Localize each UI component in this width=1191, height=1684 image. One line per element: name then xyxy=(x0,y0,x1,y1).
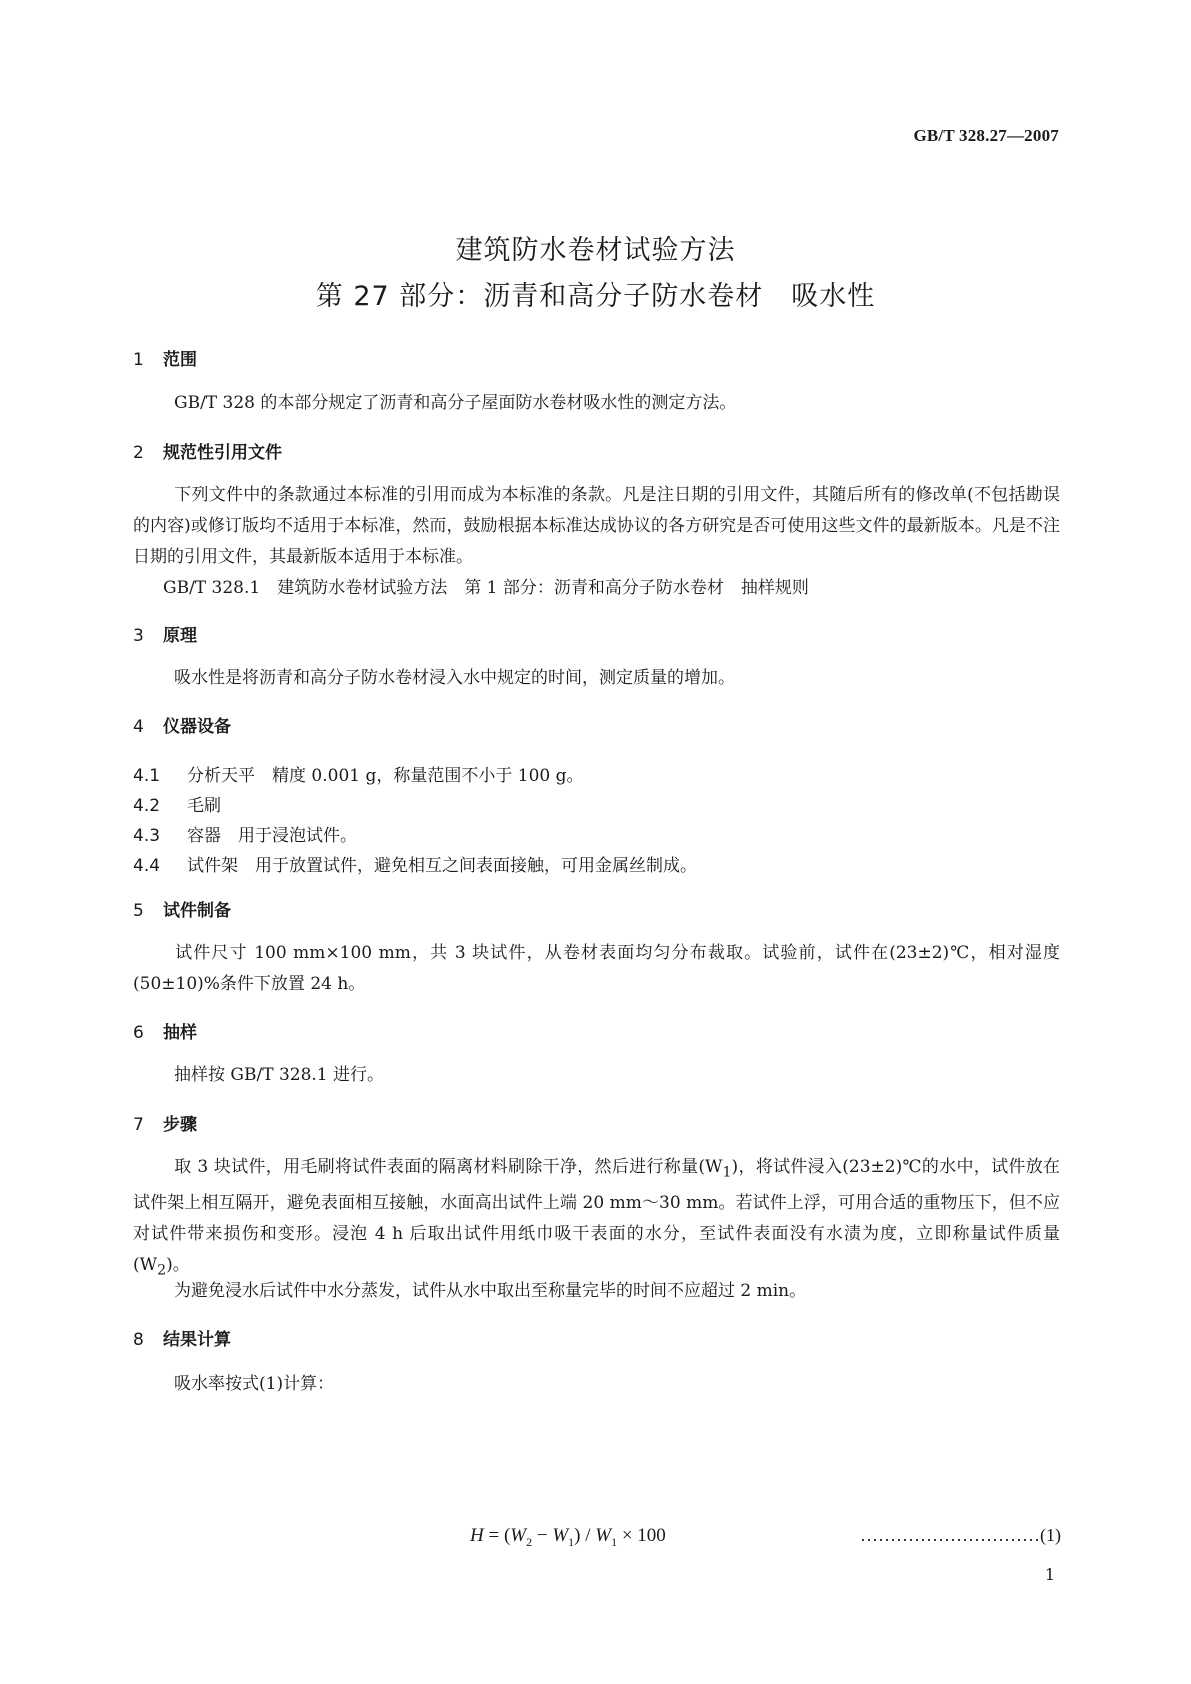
section-number: 1 xyxy=(133,350,144,370)
list-item: 4.4 试件架 用于放置试件，避免相互之间表面接触，可用金属丝制成。 xyxy=(133,856,697,876)
page-number: 1 xyxy=(1044,1565,1055,1584)
section-7-heading xyxy=(133,1110,197,1135)
formula: $H = (W_2 - W_1) / W_1 \times 100$ xyxy=(470,1525,666,1549)
section-8-heading xyxy=(133,1325,231,1350)
section-3-heading xyxy=(133,621,197,646)
section-1-paragraph: GB/T 328 的本部分规定了沥青和高分子屋面防水卷材吸水性的测定方法。 xyxy=(174,393,737,413)
section-6-paragraph: 抽样按 GB/T 328.1 进行。 xyxy=(174,1065,385,1085)
section-title: 步骤 xyxy=(163,1115,197,1135)
section-number: 3 xyxy=(133,626,144,646)
section-title: 范围 xyxy=(163,350,197,370)
section-2-paragraph: 下列文件中的条款通过本标准的引用而成为本标准的条款。凡是注日期的引用文件，其随后所有的修改单(不包括勘误的内容)或修订版均不适用于本标准，然而，鼓励根据本标准达成协议的各方研究是否可使用这些文件的最新版本。凡是不注日期的引用文件，其最新版本适用于本标准。 xyxy=(133,485,1060,567)
standard-number: GB/T 328.27—2007 xyxy=(913,126,1059,145)
section-number: 7 xyxy=(133,1115,144,1135)
section-8-paragraph: 吸水率按式(1)计算： xyxy=(174,1374,335,1394)
section-5-heading xyxy=(133,896,231,921)
section-title: 结果计算 xyxy=(163,1330,231,1350)
section-7-paragraph: 取 3 块试件，用毛刷将试件表面的隔离材料刷除干净，然后进行称量$(W_1)$，将试件浸入(23±2)℃的水中，试件放在试件架上相互隔开，避免表面相互接触，水面高出试件上端 20 mm～30 mm。若试件上浮，可用合适的重物压下，但不应对试件带来损伤和变形。浸泡 4 h 后取出试件用纸巾吸干表面的水分，至试件表面没有水渍为度，立即称量试件质量$(W_2)$。 xyxy=(133,1157,1061,1279)
section-3-paragraph: 吸水性是将沥青和高分子防水卷材浸入水中规定的时间，测定质量的增加。 xyxy=(174,668,735,688)
normative-reference: GB/T 328.1 建筑防水卷材试验方法 第 1 部分：沥青和高分子防水卷材 抽样规则 xyxy=(163,578,809,598)
section-6-heading xyxy=(133,1018,197,1043)
section-4-heading xyxy=(133,712,231,737)
document-subtitle: 第 27 部分：沥青和高分子防水卷材 吸水性 xyxy=(315,281,876,312)
section-title: 仪器设备 xyxy=(163,717,231,737)
section-7-paragraph-2: 为避免浸水后试件中水分蒸发，试件从水中取出至称量完毕的时间不应超过 2 min。 xyxy=(174,1281,807,1301)
list-item: 4.3 容器 用于浸泡试件。 xyxy=(133,826,357,846)
section-number: 8 xyxy=(133,1330,144,1350)
list-item: 4.2 毛刷 xyxy=(133,796,221,816)
section-title: 规范性引用文件 xyxy=(163,443,282,463)
section-number: 2 xyxy=(133,443,144,463)
section-number: 6 xyxy=(133,1023,144,1043)
section-2-heading xyxy=(133,438,282,463)
section-title: 试件制备 xyxy=(163,901,231,921)
section-1-heading xyxy=(133,345,197,370)
formula-number: …………………………(1) xyxy=(860,1525,1061,1545)
document-title: 建筑防水卷材试验方法 xyxy=(455,235,736,266)
section-number: 5 xyxy=(133,901,144,921)
list-item: 4.1 分析天平 精度 0.001 g，称量范围不小于 100 g。 xyxy=(133,766,584,786)
section-5-paragraph: 试件尺寸 100 mm×100 mm，共 3 块试件，从卷材表面均匀分布裁取。试验前，试件在(23±2)℃，相对湿度(50±10)%条件下放置 24 h。 xyxy=(133,943,1060,994)
section-number: 4 xyxy=(133,717,144,737)
section-title: 原理 xyxy=(163,626,197,646)
section-title: 抽样 xyxy=(163,1023,197,1043)
